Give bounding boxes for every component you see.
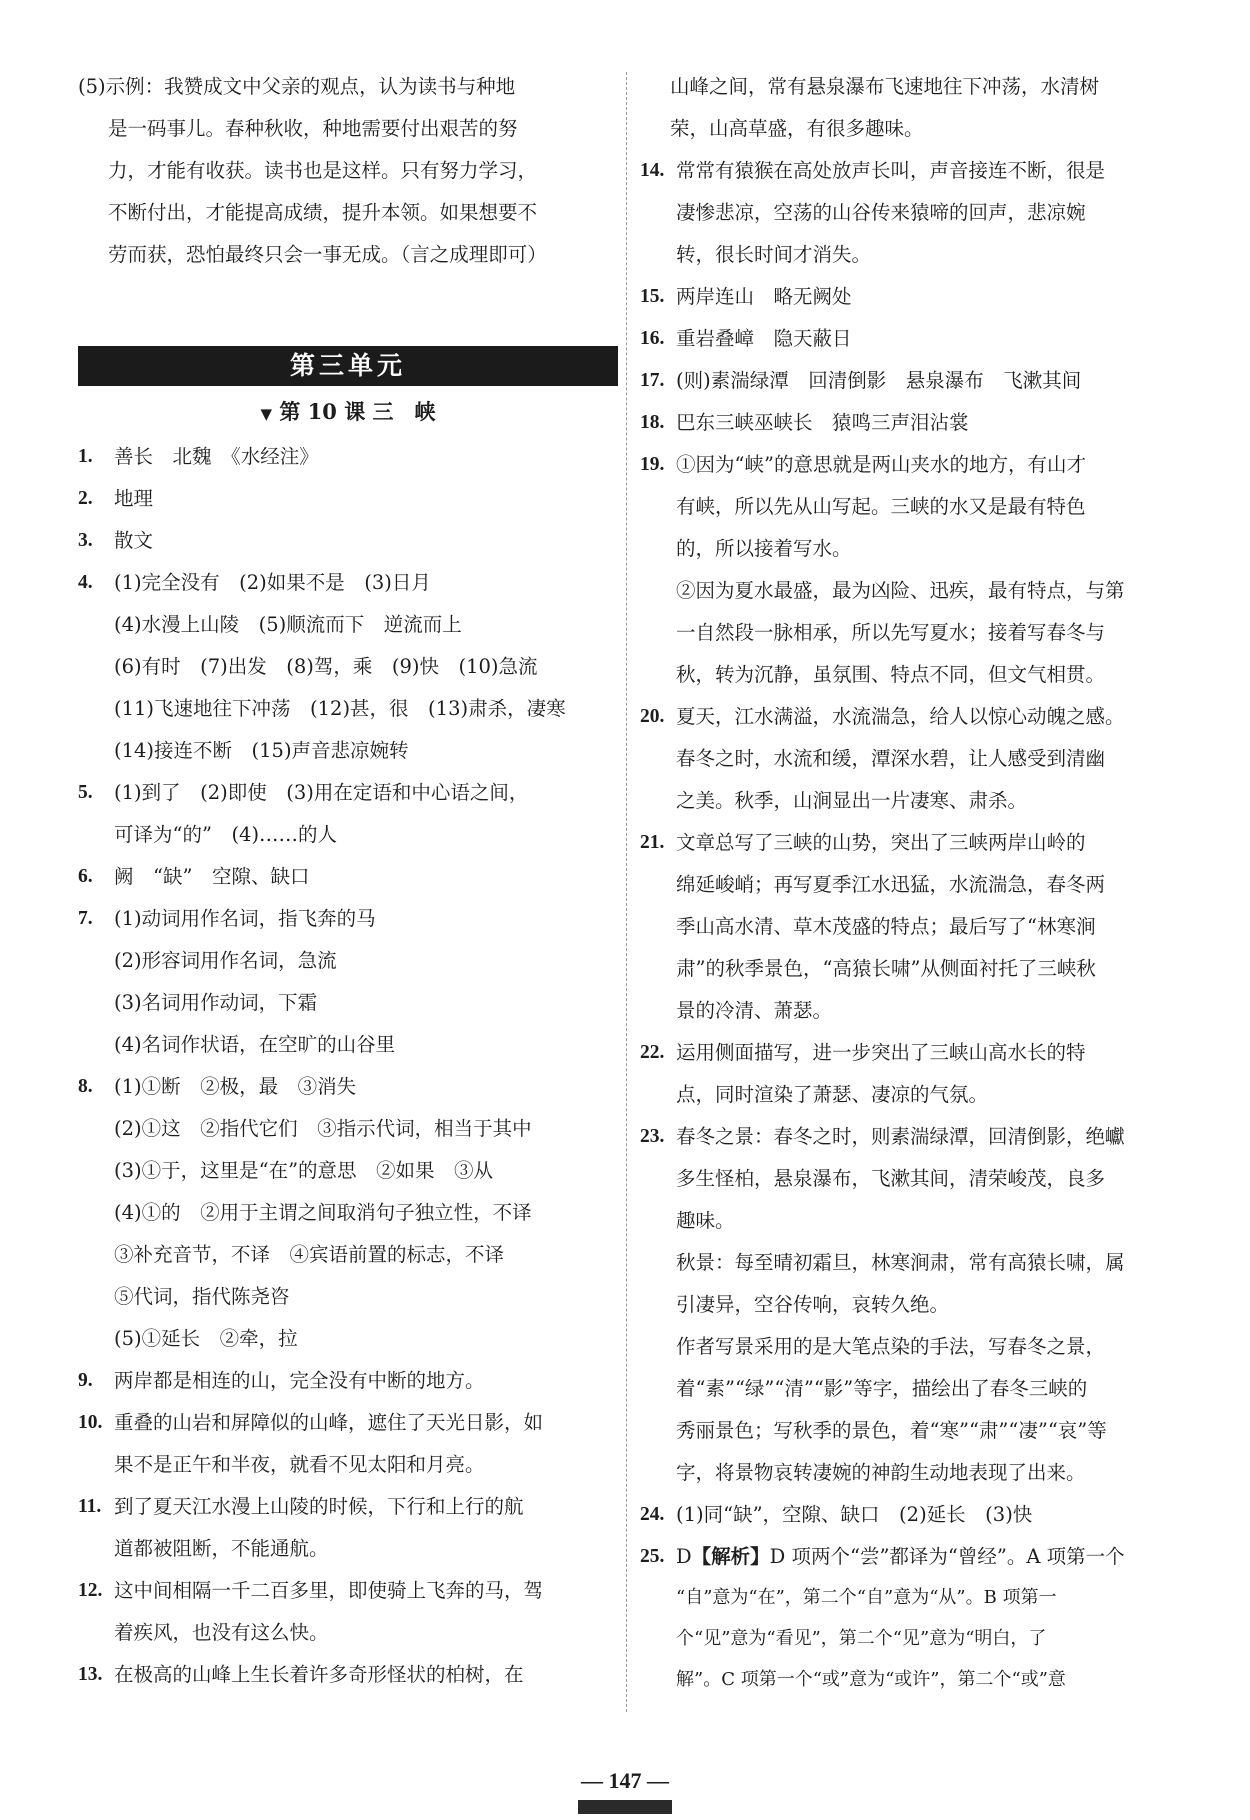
answer-item xyxy=(640,150,1180,276)
answer-line: 这中间相隔一千二百多里，即使骑上飞奔的马，驾 xyxy=(114,1579,544,1602)
answer-line: 着疾风，也没有这么快。 xyxy=(114,1621,329,1644)
item-number: 5. xyxy=(78,782,93,803)
answer-line: 到了夏天江水漫上山陵的时候，下行和上行的航 xyxy=(114,1495,524,1518)
lesson-title xyxy=(78,390,618,436)
answer-item xyxy=(640,1494,1180,1536)
answer-line: (1)①断 ②极，最 ③消失 xyxy=(114,1075,357,1098)
answer-item xyxy=(640,318,1180,360)
analysis-line: 个“见”意为“看见”，第二个“见”意为“明白，了 xyxy=(676,1628,1047,1649)
answer-item-25 xyxy=(640,1536,1180,1700)
answer-item xyxy=(640,276,1180,318)
answer-line: 有峡，所以先从山写起。三峡的水又是最有特色 xyxy=(676,495,1086,518)
answer-line: 一自然段一脉相承，所以先写夏水；接着写春冬与 xyxy=(676,621,1106,644)
answer-line: (则)素湍绿潭 回清倒影 悬泉瀑布 飞漱其间 xyxy=(676,369,1082,392)
column-divider xyxy=(626,72,627,1712)
item-number: 24. xyxy=(640,1504,665,1525)
answer-line: (5)①延长 ②牵，拉 xyxy=(114,1327,298,1350)
answer-line: 着“素”“绿”“清”“影”等字，描绘出了春冬三峡的 xyxy=(676,1377,1088,1400)
item-number: 9. xyxy=(78,1370,93,1391)
answer-line: 在极高的山峰上生长着许多奇形怪状的柏树，在 xyxy=(114,1663,524,1686)
answer-line: (1)动词用作名词，指飞奔的马 xyxy=(114,907,376,930)
item-number: 17. xyxy=(640,370,665,391)
answer-line: 多生怪柏，悬泉瀑布，飞漱其间，清荣峻茂，良多 xyxy=(676,1167,1106,1190)
answer-line: (2)①这 ②指代它们 ③指示代词，相当于其中 xyxy=(114,1117,532,1140)
item-number: 23. xyxy=(640,1126,665,1147)
answer-line: 重叠的山岩和屏障似的山峰，遮住了天光日影，如 xyxy=(114,1411,544,1434)
answer-line xyxy=(676,1536,1180,1577)
left-answer-list xyxy=(78,436,618,1696)
item-number: 12. xyxy=(78,1580,103,1601)
answer-line: 转，很长时间才消失。 xyxy=(676,243,872,266)
answer-item xyxy=(78,1402,618,1486)
triangle-icon: ▼ xyxy=(260,405,273,423)
item-number: 18. xyxy=(640,412,665,433)
answer-line: 运用侧面描写，进一步突出了三峡山高水长的特 xyxy=(676,1041,1086,1064)
continuation-line: 荣，山高草盛，有很多趣味。 xyxy=(670,117,924,140)
answer-line: 秀丽景色；写秋季的景色，着“寒”“肃”“凄”“哀”等 xyxy=(676,1419,1107,1442)
intro-paragraph xyxy=(78,66,618,276)
answer-item xyxy=(640,444,1180,696)
answer-line: 秋，转为沉静，虽氛围、特点不同，但文气相贯。 xyxy=(676,663,1106,686)
answer-line: (1)完全没有 (2)如果不是 (3)日月 xyxy=(114,571,431,594)
left-column xyxy=(78,66,618,1696)
answer-item xyxy=(640,696,1180,822)
answer-line: 两岸都是相连的山，完全没有中断的地方。 xyxy=(114,1369,485,1392)
item-number: 25. xyxy=(640,1546,665,1567)
answer-item xyxy=(78,898,618,1066)
answer-line: 作者写景采用的是大笔点染的手法，写春冬之景， xyxy=(676,1335,1106,1358)
unit-title-banner: 第三单元 xyxy=(78,346,618,386)
answer-line: 景的冷清、萧瑟。 xyxy=(676,999,833,1022)
answer-line: 趣味。 xyxy=(676,1209,735,1232)
answer-line: 引凄异，空谷传响，哀转久绝。 xyxy=(676,1293,950,1316)
answer-line: 常常有猿猴在高处放声长叫，声音接连不断，很是 xyxy=(676,159,1106,182)
answer-line: 点，同时渲染了萧瑟、凄凉的气氛。 xyxy=(676,1083,989,1106)
item-number: 13. xyxy=(78,1664,103,1685)
answer-line: (1)到了 (2)即使 (3)用在定语和中心语之间， xyxy=(114,781,529,804)
answer-line: 春冬之时，水流和缓，潭深水碧，让人感受到清幽 xyxy=(676,747,1106,770)
answer-line: (4)水漫上山陵 (5)顺流而下 逆流而上 xyxy=(114,613,462,636)
item-number: 4. xyxy=(78,572,93,593)
analysis-line: “自”意为“在”，第二个“自”意为“从”。B 项第一 xyxy=(676,1587,1057,1608)
answer-line: 文章总写了三峡的山势，突出了三峡两岸山岭的 xyxy=(676,831,1086,854)
item-number: 15. xyxy=(640,286,665,307)
answer-line: (11)飞速地往下冲荡 (12)甚，很 (13)肃杀，凄寒 xyxy=(114,697,566,720)
answer-line: 绵延峻峭；再写夏季江水迅猛，水流湍急，春冬两 xyxy=(676,873,1106,896)
intro-line: 力，才能有收获。读书也是这样。只有努力学习， xyxy=(108,159,538,182)
answer-item xyxy=(78,1654,618,1696)
answer-line: (4)名词作状语，在空旷的山谷里 xyxy=(114,1033,396,1056)
answer-line: 凄惨悲凉，空荡的山谷传来猿啼的回声，悲凉婉 xyxy=(676,201,1086,224)
answer-item xyxy=(640,402,1180,444)
answer-item xyxy=(640,360,1180,402)
answer-line: (14)接连不断 (15)声音悲凉婉转 xyxy=(114,739,409,762)
answer-item xyxy=(78,1360,618,1402)
answer-line: 肃”的秋季景色，“高猿长啸”从侧面衬托了三峡秋 xyxy=(676,957,1096,980)
answer-line: 字，将景物哀转凄婉的神韵生动地表现了出来。 xyxy=(676,1461,1086,1484)
footer-bar xyxy=(578,1800,672,1814)
intro-line: (5)示例：我赞成文中父亲的观点，认为读书与种地 xyxy=(78,75,516,98)
answer-line: 道都被阻断，不能通航。 xyxy=(114,1537,329,1560)
answer-line: 两岸连山 略无阙处 xyxy=(676,285,852,308)
answer-line: ③补充音节，不译 ④宾语前置的标志，不译 xyxy=(114,1243,505,1266)
analysis-text: D 项两个“尝”都译为“曾经”。A 项第一个 xyxy=(769,1545,1125,1568)
lesson-title-text: 第 10 课 三 峡 xyxy=(279,399,436,424)
answer-line: (4)①的 ②用于主谓之间取消句子独立性，不译 xyxy=(114,1201,532,1224)
item-number: 1. xyxy=(78,446,93,467)
answer-line: 之美。秋季，山涧显出一片凄寒、肃杀。 xyxy=(676,789,1028,812)
answer-line: 善长 北魏 《水经注》 xyxy=(114,445,319,468)
answer-line: 阙 “缺” 空隙、缺口 xyxy=(114,865,310,888)
answer-item xyxy=(78,1066,618,1360)
answer-item xyxy=(78,478,618,520)
analysis-line: 解”。C 项第一个“或”意为“或许”，第二个“或”意 xyxy=(676,1669,1066,1690)
answer-line: 地理 xyxy=(114,487,154,510)
answer-item xyxy=(78,1486,618,1570)
item-number: 16. xyxy=(640,328,665,349)
answer-line: 季山高水清、草木茂盛的特点；最后写了“林寒涧 xyxy=(676,915,1096,938)
intro-line: 劳而获，恐怕最终只会一事无成。（言之成理即可） xyxy=(108,243,547,266)
answer-line: 夏天，江水满溢，水流湍急，给人以惊心动魄之感。 xyxy=(676,705,1125,728)
answer-line: ②因为夏水最盛，最为凶险、迅疾，最有特点，与第 xyxy=(676,579,1125,602)
answer-line: (3)①于，这里是“在”的意思 ②如果 ③从 xyxy=(114,1159,494,1182)
answer-item xyxy=(78,1570,618,1654)
answer-line: 果不是正午和半夜，就看不见太阳和月亮。 xyxy=(114,1453,485,1476)
item-number: 11. xyxy=(78,1496,102,1517)
item-number: 3. xyxy=(78,530,93,551)
answer-line: ①因为“峡”的意思就是两山夹水的地方，有山才 xyxy=(676,453,1086,476)
analysis-tag: 【解析】 xyxy=(691,1545,770,1568)
answer-item xyxy=(78,520,618,562)
answer-line: (2)形容词用作名词，急流 xyxy=(114,949,337,972)
answer-item xyxy=(78,856,618,898)
right-answer-list xyxy=(640,150,1180,1536)
answer-item xyxy=(78,436,618,478)
answer-item xyxy=(640,1032,1180,1116)
item-number: 14. xyxy=(640,160,665,181)
intro-line: 是一码事儿。春种秋收，种地需要付出艰苦的努 xyxy=(108,117,518,140)
answer-line: 的，所以接着写水。 xyxy=(676,537,852,560)
item-number: 7. xyxy=(78,908,93,929)
item-number: 20. xyxy=(640,706,665,727)
answer-line: 可译为“的” (4)……的人 xyxy=(114,823,338,846)
item-number: 8. xyxy=(78,1076,93,1097)
answer-line: 巴东三峡巫峡长 猿鸣三声泪沾裳 xyxy=(676,411,969,434)
item-number: 21. xyxy=(640,832,665,853)
item-number: 19. xyxy=(640,454,665,475)
page-number: — 147 — xyxy=(581,1768,669,1793)
answer-item xyxy=(78,562,618,772)
answer-line: 重岩叠嶂 隐天蔽日 xyxy=(676,327,852,350)
answer-line: (6)有时 (7)出发 (8)驾，乘 (9)快 (10)急流 xyxy=(114,655,538,678)
item-number: 22. xyxy=(640,1042,665,1063)
answer-item xyxy=(78,772,618,856)
answer-item xyxy=(640,1116,1180,1494)
continuation-paragraph xyxy=(640,66,1180,150)
answer-line: 春冬之景：春冬之时，则素湍绿潭，回清倒影，绝巘 xyxy=(676,1125,1125,1148)
answer-line: 散文 xyxy=(114,529,154,552)
item-number: 10. xyxy=(78,1412,103,1433)
answer-line: 秋景：每至晴初霜旦，林寒涧肃，常有高猿长啸，属 xyxy=(676,1251,1125,1274)
answer-choice: D xyxy=(676,1545,692,1568)
answer-line: ⑤代词，指代陈尧咨 xyxy=(114,1285,290,1308)
item-number: 6. xyxy=(78,866,93,887)
continuation-line: 山峰之间，常有悬泉瀑布飞速地往下冲荡，水清树 xyxy=(670,75,1100,98)
intro-line: 不断付出，才能提高成绩，提升本领。如果想要不 xyxy=(108,201,538,224)
right-column xyxy=(640,66,1180,1700)
answer-item xyxy=(640,822,1180,1032)
answer-line: (1)同“缺”，空隙、缺口 (2)延长 (3)快 xyxy=(676,1503,1033,1526)
item-number: 2. xyxy=(78,488,93,509)
answer-line: (3)名词用作动词，下霜 xyxy=(114,991,318,1014)
